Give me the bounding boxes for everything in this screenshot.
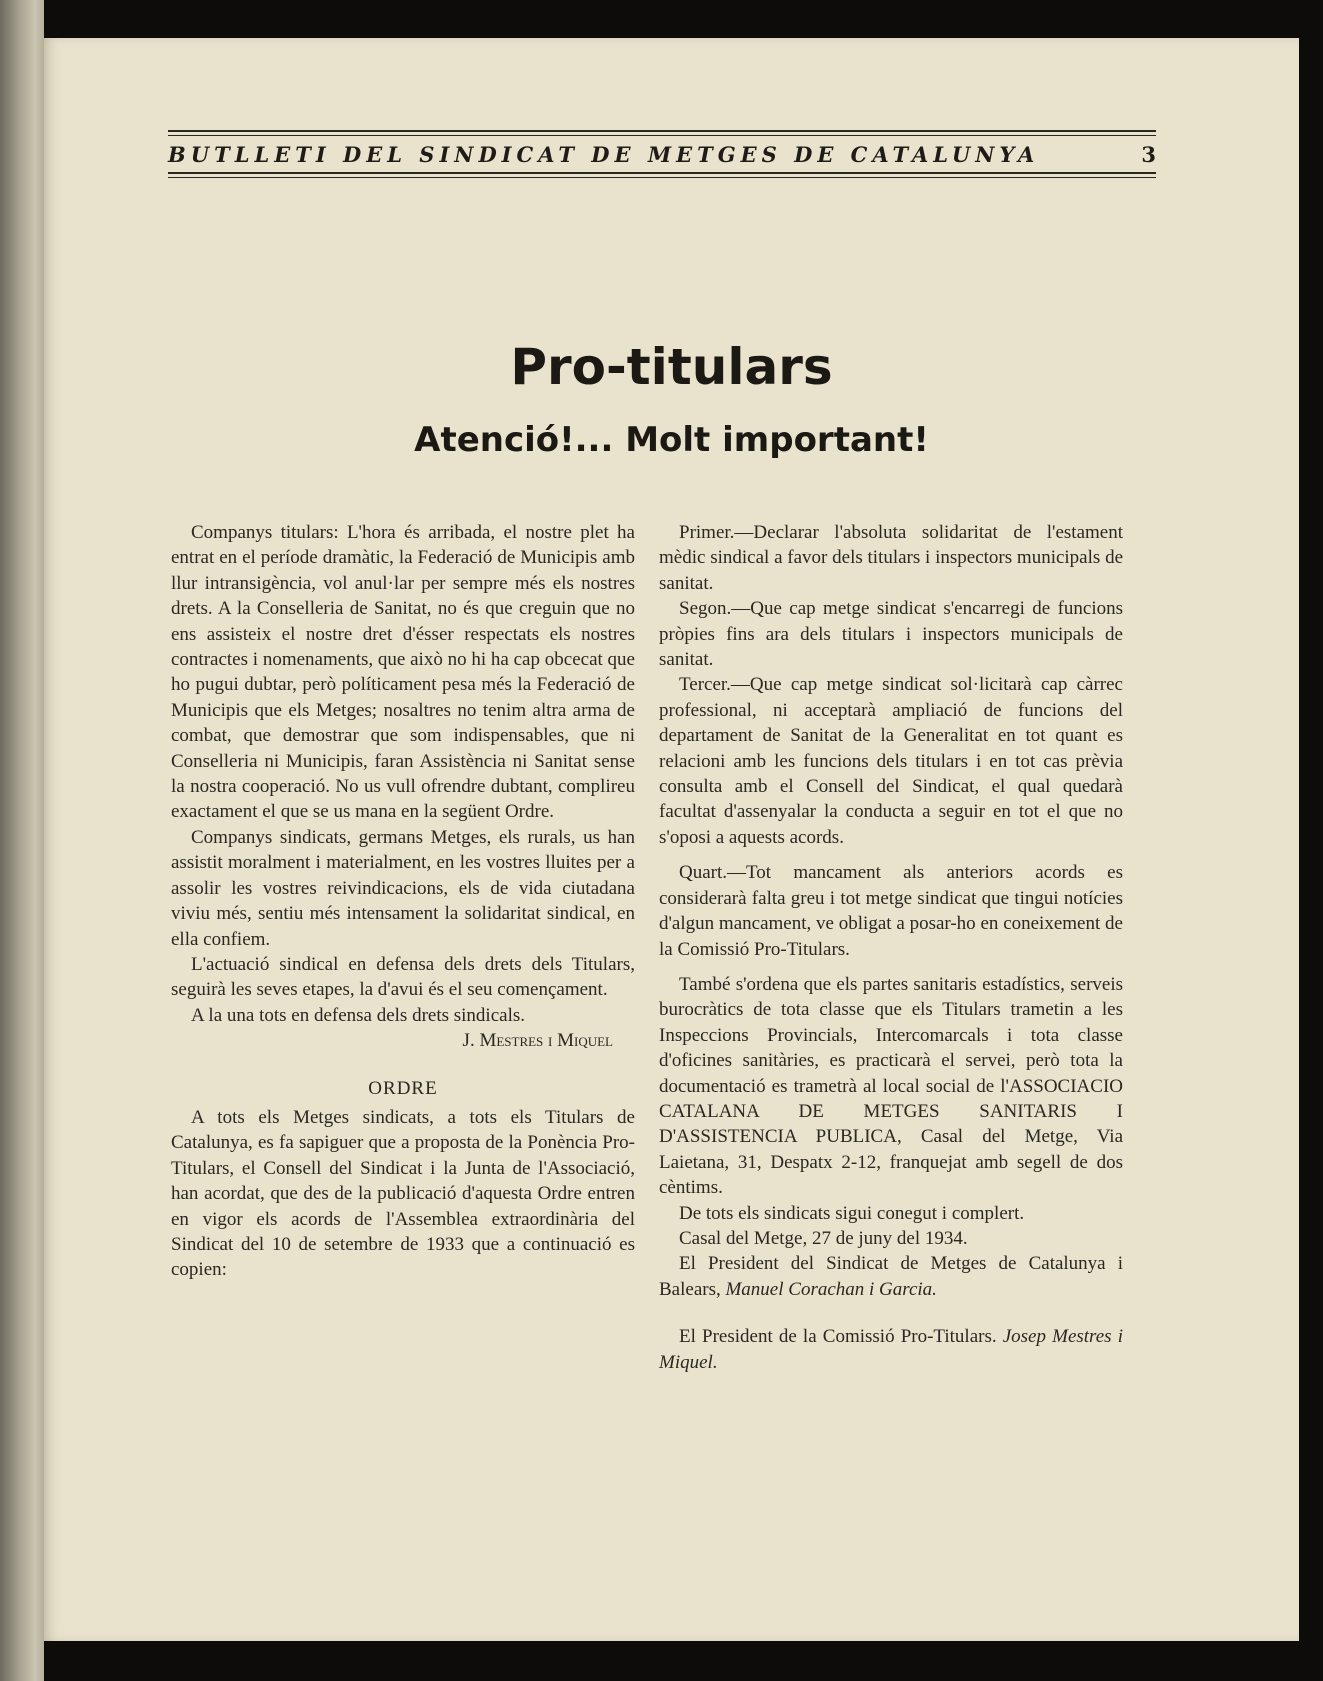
ordre-heading: ORDRE xyxy=(368,1077,438,1099)
paragraph: Casal del Metge, 27 de juny del 1934. xyxy=(679,1227,968,1249)
paragraph: També s'ordena que els partes sanitaris estadístics, serveis burocràtics de tota classe que els Titulars trametin a les Inspeccions Provincials, Intercomarcals i tota classe d'oficines sanitàries, es practicarà el servei, però tota la documentació es trametrà al local social de l'ASSOCIACIO CATALANA DE METGES SANITARIS I D'ASSISTENCIA PUBLICA, Casal del Metge, Via Laietana, 31, Despatx 2-12, franquejat amb segell de dos cèntims. xyxy=(659,973,1123,1199)
page-number: 3 xyxy=(1141,142,1156,167)
article-title: Pro-titulars xyxy=(510,338,833,396)
header-bottom-rule xyxy=(168,172,1156,178)
paragraph xyxy=(659,1251,1123,1302)
paragraph xyxy=(659,1324,1123,1375)
paragraph: Primer.—Declarar l'absoluta solidaritat de l'estament mèdic sindical a favor dels titulars i inspectors municipals de sanitat. xyxy=(659,522,1123,594)
paragraph: Segon.—Que cap metge sindicat s'encarregi de funcions pròpies fins ara dels titulars i inspectors municipals de sanitat. xyxy=(659,598,1123,671)
paragraph: A la una tots en defensa dels drets sindicals. xyxy=(191,1004,526,1026)
signature-name: Manuel Corachan i Garcia. xyxy=(725,1278,937,1300)
article-subtitle: Atenció!... Molt important! xyxy=(414,420,929,460)
signature-name: Josep Mestres i Miquel. xyxy=(659,1326,1123,1373)
running-title: BUTLLETI DEL SINDICAT DE METGES DE CATALUNYA xyxy=(168,142,1040,167)
paragraph: L'actuació sindical en defensa dels drets dels Titulars, seguirà les seves etapes, la d'avui és el seu començament. xyxy=(171,953,635,1001)
paragraph: Tercer.—Que cap metge sindicat sol·licitarà cap càrrec professional, ni acceptarà ampliació de funcions del departament de Sanitat de la Generalitat en tot quant es relacioni amb les funcions dels titulars i en tot cas prèvia consulta amb el Consell del Sindicat, el qual quedarà facultat d'assenyalar la conducta a seguir en tot el que no s'oposi a aquests acords. xyxy=(659,674,1123,848)
right-column xyxy=(659,520,1123,1375)
document-page xyxy=(44,38,1299,1641)
paragraph: Quart.—Tot mancament als anteriors acords es considerarà falta greu i tot metge sindicat que tingui notícies d'algun mancament, ve obligat a posar-ho en coneixement de la Comissió Pro-Titulars. xyxy=(659,862,1123,960)
paragraph: A tots els Metges sindicats, a tots els Titulars de Catalunya, es fa sapiguer que a proposta de la Ponència Pro-Titulars, el Consell del Sindicat i la Junta de l'Associació, han acordat, que des de la publicació d'aquesta Ordre entren en vigor els acords de l'Assemblea extraordinària del Sindicat del 10 de setembre de 1933 que a continuació es copien: xyxy=(171,1106,635,1281)
author-signature: J. Mestres i Miquel xyxy=(462,1030,613,1052)
paragraph: Companys sindicats, germans Metges, els rurals, us han assistit moralment i materialment, en les vostres lluites per a assolir les vostres reivindicacions, els de vida ciutadana viviu més, sentiu més intensament la solidaritat sindical, en ella confiem. xyxy=(171,826,635,950)
book-spine xyxy=(0,0,44,1681)
running-header xyxy=(168,130,1156,178)
signature-text: El President del Sindicat de Metges de Catalunya i Balears, xyxy=(659,1253,1123,1300)
paragraph: De tots els sindicats sigui conegut i complert. xyxy=(679,1202,1025,1224)
signature-text: El President de la Comissió Pro-Titulars. xyxy=(679,1326,1003,1348)
left-column xyxy=(171,520,635,1283)
paragraph: Companys titulars: L'hora és arribada, el nostre plet ha entrat en el període dramàtic, la Federació de Municipis amb llur intransigència, vol anul·lar per sempre més els nostres drets. A la Conselleria de Sanitat, no és que creguin que no ens assisteix el nostre dret d'ésser respectats els nostres contractes i nomenaments, que això no hi ha cap obcecat que ho pugui dubtar, però políticament pesa més la Federació de Municipis que els Metges; nosaltres no tenim altra arma de combat, que demostrar que som indispensables, que ni Conselleria ni Municipis, faran Assistència ni Sanitat sense la nostra cooperació. No us vull ofrendre dubtant, complireu exactament el que se us mana en la següent Ordre. xyxy=(171,522,635,823)
